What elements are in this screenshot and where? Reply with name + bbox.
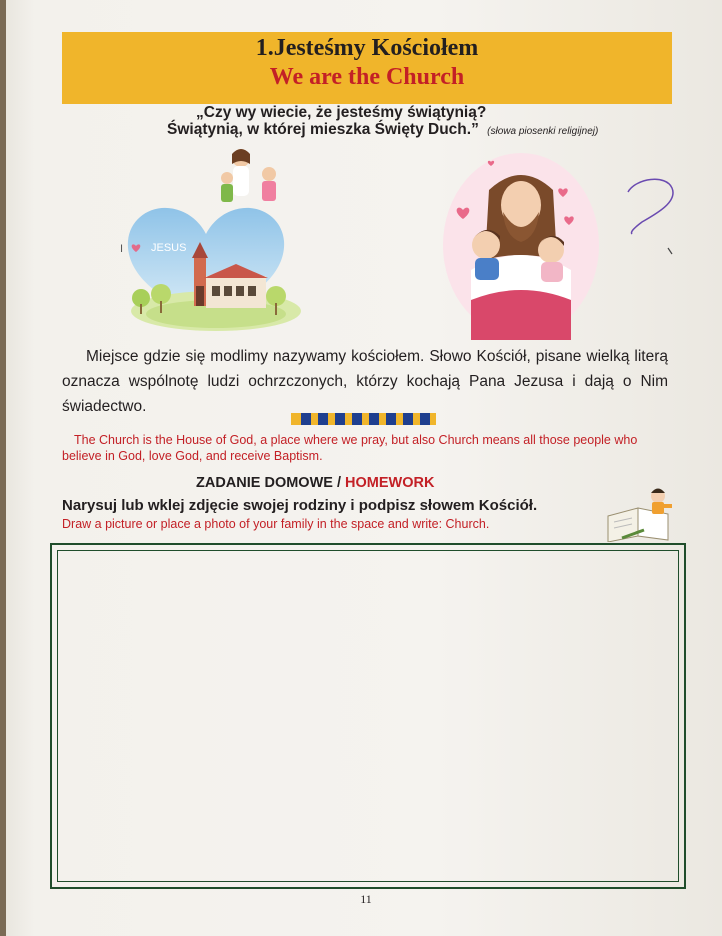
jesus-hugging-children-illustration <box>441 150 601 340</box>
homework-instruction-polish: Narysuj lub wklej zdjęcie swojej rodziny i podpisz słowem Kościół. <box>62 497 538 514</box>
homework-heading-polish: ZADANIE DOMOWE / <box>196 475 341 491</box>
body-text-english: The Church is the House of God, a place where we pray, but also Church means all those people who believe in God, love God, and receive Baptism. <box>62 433 638 463</box>
decorative-divider <box>291 413 436 425</box>
child-reading-book-icon <box>604 486 676 542</box>
title-english: We are the Church <box>269 64 465 90</box>
quote-source: (słowa piosenki religijnej) <box>487 126 599 137</box>
drawing-area-inner-border <box>57 550 679 882</box>
jesus-label: JESUS <box>151 242 187 254</box>
quote-line-1: „Czy wy wiecie, że jesteśmy świątynią? <box>196 104 487 121</box>
svg-text:I: I <box>120 243 124 255</box>
homework-heading-english: HOMEWORK <box>345 475 435 491</box>
title-polish: 1.Jesteśmy Kościołem <box>255 35 479 61</box>
homework-heading <box>196 475 434 491</box>
church-heart-illustration <box>106 146 306 342</box>
handwritten-question-mark <box>616 170 686 270</box>
quote-line-2 <box>167 121 598 139</box>
quote-line-2-text: Świątynią, w której mieszka Święty Duch.” <box>167 121 479 138</box>
drawing-area[interactable] <box>50 543 686 889</box>
body-text-polish: Miejsce gdzie się modlimy nazywamy kościołem. Słowo Kościół, pisane wielką literą oznacza wspólnotę ludzi ochrzczonych, którzy kochają Pana Jezusa i dają o Nim świadectwo. <box>62 348 668 415</box>
homework-instruction-english: Draw a picture or place a photo of your family in the space and write: Church. <box>62 517 490 531</box>
page-number: 11 <box>360 892 372 906</box>
workbook-page <box>6 0 722 936</box>
title-band <box>62 32 672 104</box>
